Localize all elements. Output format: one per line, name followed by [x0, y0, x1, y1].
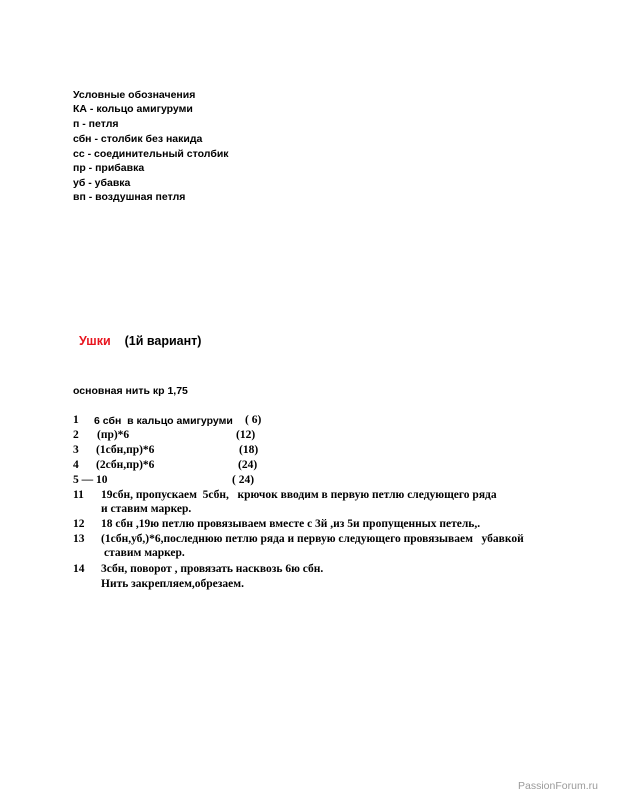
- row-count: (12): [236, 429, 256, 441]
- section-title-red: Ушки: [79, 334, 111, 348]
- row-continuation: и ставим маркер.: [101, 503, 192, 515]
- row-number: 1: [73, 414, 79, 426]
- legend-item: уб - убавка: [73, 177, 131, 189]
- row-count: ( 6): [245, 414, 262, 426]
- row-count: ( 24): [232, 474, 255, 486]
- row-count: (24): [238, 459, 258, 471]
- row-number: 2: [73, 429, 79, 441]
- row-instruction: (2сбн,пр)*6: [96, 459, 155, 471]
- legend-item: КА - кольцо амигуруми: [73, 103, 193, 115]
- legend-item: сс - соединительный столбик: [73, 148, 229, 160]
- section-title: [79, 334, 201, 348]
- row-number: 3: [73, 444, 79, 456]
- yarn-note: основная нить кр 1,75: [73, 385, 188, 397]
- row-number: 11: [73, 489, 84, 501]
- row-instruction: 6 сбн в кальцо амигуруми: [94, 415, 233, 427]
- row-number: 5 — 10: [73, 474, 108, 486]
- row-number: 14: [73, 563, 85, 575]
- legend-item: вп - воздушная петля: [73, 191, 186, 203]
- row-number: 4: [73, 459, 79, 471]
- row-instruction: (1сбн,пр)*6: [96, 444, 155, 456]
- row-instruction: 3сбн, поворот , провязать насквозь 6ю сбн.: [101, 563, 324, 575]
- watermark: PassionForum.ru: [518, 780, 598, 792]
- row-count: (18): [239, 444, 259, 456]
- row-continuation: ставим маркер.: [104, 547, 185, 559]
- row-number: 13: [73, 533, 85, 545]
- section-title-variant: (1й вариант): [124, 334, 202, 348]
- legend-item: сбн - столбик без накида: [73, 133, 203, 145]
- row-instruction: (пр)*6: [97, 429, 130, 441]
- legend-item: пр - прибавка: [73, 162, 145, 174]
- row-instruction: 18 сбн ,19ю петлю провязываем вместе с 3й ,из 5и пропущенных петель,.: [101, 518, 481, 530]
- legend-item: п - петля: [73, 118, 119, 130]
- row-continuation: Нить закрепляем,обрезаем.: [101, 578, 244, 590]
- row-instruction: (1сбн,уб,)*6,последнюю петлю ряда и первую следующего провязываем убавкой: [101, 533, 524, 545]
- row-number: 12: [73, 518, 85, 530]
- row-instruction: 19сбн, пропускаем 5сбн, крючок вводим в первую петлю следующего ряда: [101, 489, 497, 501]
- legend-heading: Условные обозначения: [73, 89, 196, 101]
